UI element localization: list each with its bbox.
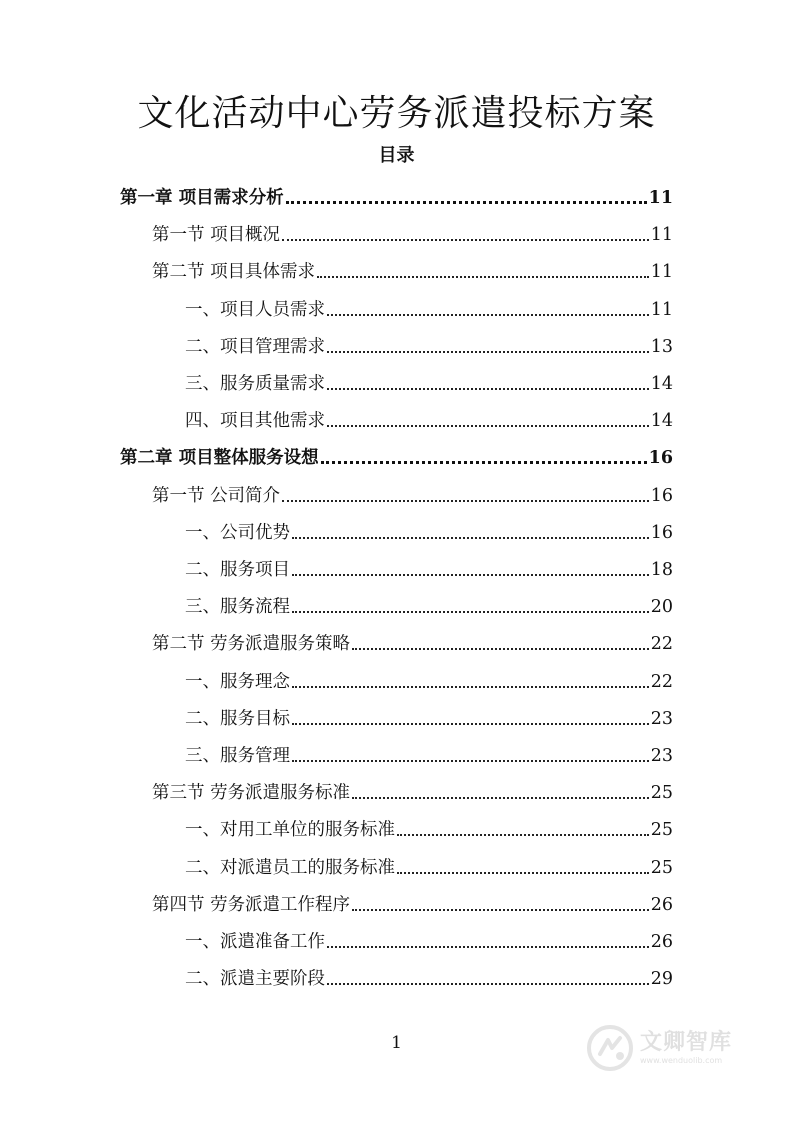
toc-entry-page: 25 xyxy=(650,857,673,878)
toc-dot-leader xyxy=(317,275,649,278)
watermark xyxy=(586,1020,756,1076)
toc-entry-label: 第四节 劳务派遣工作程序 xyxy=(152,894,351,915)
toc-entry-page: 29 xyxy=(650,969,673,990)
document-title: 文化活动中心劳务派遣投标方案 xyxy=(137,93,656,134)
toc-entry-label: 三、服务管理 xyxy=(185,746,290,766)
toc-entry[interactable] xyxy=(185,816,673,844)
toc-entry-label: 一、派遣准备工作 xyxy=(185,932,325,952)
toc-entry[interactable] xyxy=(185,965,673,993)
toc-entry-label: 四、项目其他需求 xyxy=(185,411,325,432)
toc-dot-leader xyxy=(292,536,649,539)
toc-dot-leader xyxy=(352,647,649,650)
toc-dot-leader xyxy=(327,313,649,316)
toc-entry-page: 13 xyxy=(650,336,673,357)
toc-entry-label: 第一章 项目需求分析 xyxy=(120,188,284,208)
toc-dot-leader xyxy=(397,871,649,874)
toc-entry[interactable] xyxy=(120,184,673,212)
toc-entry[interactable] xyxy=(152,891,673,919)
toc-entry-page: 16 xyxy=(648,448,673,469)
toc-dot-leader xyxy=(292,759,649,762)
toc-dot-leader xyxy=(292,722,649,725)
toc-entry-page: 11 xyxy=(650,225,673,246)
toc-entry[interactable] xyxy=(185,296,673,324)
toc-entry-page: 20 xyxy=(650,597,673,618)
toc-dot-leader xyxy=(286,200,647,204)
toc-dot-leader xyxy=(282,238,649,241)
toc-dot-leader xyxy=(327,945,649,948)
toc-entry[interactable] xyxy=(152,630,673,658)
toc-dot-leader xyxy=(327,387,649,390)
watermark-brand: 文卿智库 xyxy=(640,1030,733,1055)
toc-entry[interactable] xyxy=(120,444,673,472)
toc-entry-page: 25 xyxy=(650,820,673,841)
page-number: 1 xyxy=(391,1033,402,1053)
toc-entry-label: 一、服务理念 xyxy=(185,671,290,692)
toc-entry[interactable] xyxy=(185,705,673,733)
toc-entry-label: 三、服务流程 xyxy=(185,597,290,618)
toc-entry-label: 一、对用工单位的服务标准 xyxy=(185,820,395,841)
toc-dot-leader xyxy=(327,350,649,353)
toc-entry-page: 11 xyxy=(650,262,673,283)
toc-heading: 目录 xyxy=(378,145,415,166)
toc-entry-label: 二、服务目标 xyxy=(185,708,290,729)
toc-entry[interactable] xyxy=(185,928,673,956)
toc-dot-leader xyxy=(292,610,649,613)
toc-entry[interactable] xyxy=(185,407,673,435)
toc-entry-label: 二、项目管理需求 xyxy=(185,336,325,357)
toc-entry[interactable] xyxy=(185,333,673,361)
toc-entry[interactable] xyxy=(185,519,673,547)
toc-entry-label: 二、派遣主要阶段 xyxy=(185,969,325,990)
toc-entry-label: 三、服务质量需求 xyxy=(185,374,325,394)
toc-entry[interactable] xyxy=(185,854,673,882)
toc-entry-label: 第二章 项目整体服务设想 xyxy=(120,448,319,469)
toc-entry-label: 第一节 项目概况 xyxy=(152,225,281,246)
toc-entry-label: 第三节 劳务派遣服务标准 xyxy=(152,783,351,804)
toc-entry[interactable] xyxy=(152,779,673,807)
toc-entry-page: 22 xyxy=(650,671,673,692)
toc-entry-label: 第二节 项目具体需求 xyxy=(152,262,316,283)
toc-entry[interactable] xyxy=(152,258,673,286)
toc-dot-leader xyxy=(397,833,649,836)
toc-entry[interactable] xyxy=(185,668,673,696)
toc-entry[interactable] xyxy=(152,221,673,249)
wenku-logo-icon xyxy=(586,1024,634,1072)
toc-entry-page: 14 xyxy=(650,374,673,394)
toc-dot-leader xyxy=(292,573,649,576)
watermark-url: www.wenduolib.com xyxy=(640,1056,723,1065)
toc-dot-leader xyxy=(321,460,647,464)
toc-entry-page: 16 xyxy=(650,485,673,506)
toc-entry-page: 25 xyxy=(650,783,673,804)
toc-dot-leader xyxy=(282,499,649,502)
toc-entry-page: 11 xyxy=(650,299,673,320)
toc-entry-label: 一、公司优势 xyxy=(185,522,290,543)
toc-dot-leader xyxy=(352,796,649,799)
toc-entry-page: 26 xyxy=(650,894,673,915)
toc-entry-page: 22 xyxy=(650,634,673,655)
toc-entry-page: 11 xyxy=(648,188,673,208)
toc-entry-label: 二、服务项目 xyxy=(185,560,290,580)
toc-dot-leader xyxy=(352,908,649,911)
toc-entry-page: 23 xyxy=(650,708,673,729)
toc-dot-leader xyxy=(327,982,649,985)
toc-dot-leader xyxy=(292,685,649,688)
toc-dot-leader xyxy=(327,424,649,427)
toc-entry[interactable] xyxy=(185,556,673,584)
toc-entry[interactable] xyxy=(185,593,673,621)
toc-entry-label: 第一节 公司简介 xyxy=(152,485,281,506)
toc-entry[interactable] xyxy=(152,482,673,510)
toc-entry-page: 23 xyxy=(650,746,673,766)
toc-entry-page: 26 xyxy=(650,932,673,952)
toc-entry-label: 一、项目人员需求 xyxy=(185,299,325,320)
toc-entry-page: 14 xyxy=(650,411,673,432)
toc-entry-page: 18 xyxy=(650,560,673,580)
toc-entry[interactable] xyxy=(185,370,673,398)
toc-entry-label: 第二节 劳务派遣服务策略 xyxy=(152,634,351,655)
toc-entry[interactable] xyxy=(185,742,673,770)
toc-entry-label: 二、对派遣员工的服务标准 xyxy=(185,857,395,878)
toc-entry-page: 16 xyxy=(650,522,673,543)
